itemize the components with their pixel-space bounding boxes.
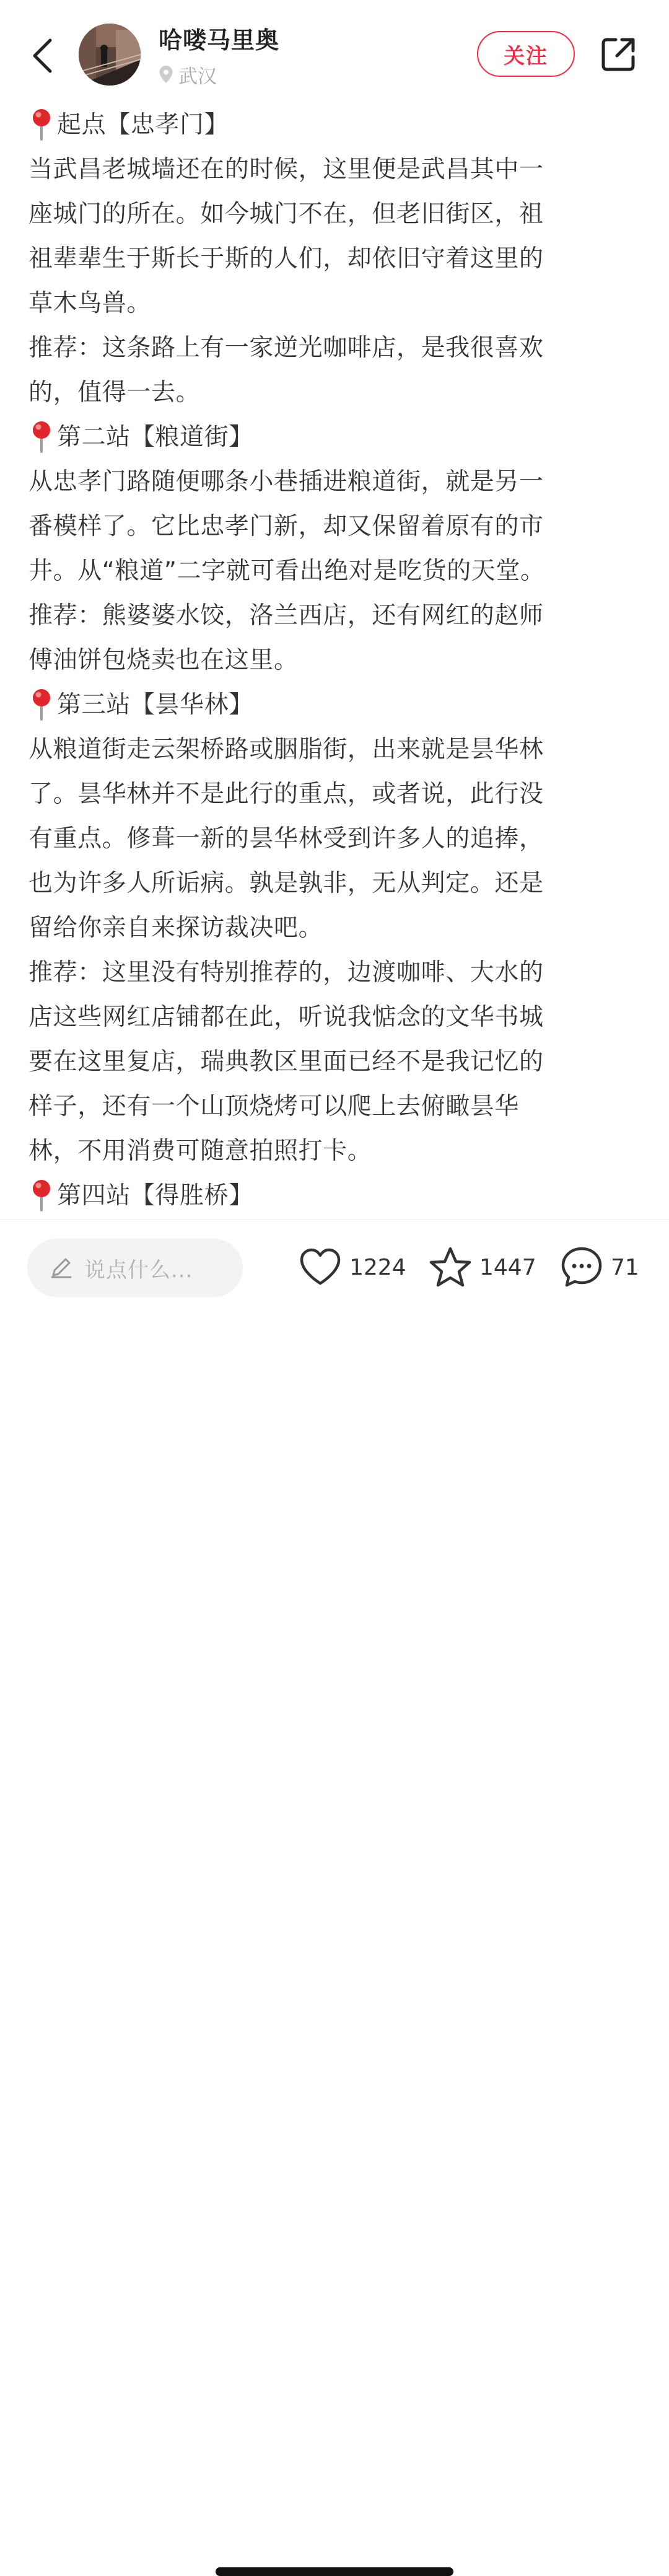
paragraph-line (28, 371, 623, 415)
paragraph-line (28, 995, 623, 1040)
comment-button[interactable] (559, 1242, 639, 1292)
round-pushpin-icon (28, 687, 55, 721)
like-count: 1224 (349, 1254, 406, 1280)
chevron-left-icon (32, 38, 53, 74)
paragraph-text: 留给你亲自来探访裁决吧。 (28, 914, 323, 942)
author-avatar[interactable] (79, 24, 141, 86)
location-label: 武汉 (178, 66, 217, 88)
like-button[interactable] (297, 1242, 406, 1292)
paragraph-line (28, 549, 623, 594)
star-icon (427, 1244, 473, 1290)
author-name[interactable]: 哈喽马里奥 (159, 27, 280, 54)
post-header (0, 0, 669, 102)
paragraph-text: 井。从“粮道”二字就可看出绝对是吃货的天堂。 (28, 557, 545, 585)
paragraph-line (28, 906, 623, 951)
paragraph-text: 林，不用消费可随意拍照打卡。 (28, 1137, 372, 1165)
paragraph-line (28, 861, 623, 906)
paragraph-text: 草木鸟兽。 (28, 289, 152, 317)
paragraph-line (28, 1129, 623, 1174)
heart-icon (297, 1244, 343, 1290)
paragraph-line (28, 638, 623, 683)
paragraph-text: 了。昙华林并不是此行的重点，或者说，此行没 (28, 780, 544, 808)
paragraph-line (28, 326, 623, 371)
section-heading-text: 起点【忠孝门】 (57, 111, 229, 139)
home-indicator[interactable] (216, 2567, 453, 2576)
comment-count: 71 (611, 1254, 639, 1280)
section-heading (28, 683, 623, 728)
round-pushpin-icon (28, 420, 55, 453)
paragraph-text: 从粮道街走云架桥路或胭脂街，出来就是昙华林 (28, 736, 544, 763)
back-button[interactable] (25, 32, 59, 79)
round-pushpin-icon (28, 107, 55, 141)
paragraph-text: 傅油饼包烧卖也在这里。 (28, 646, 299, 674)
paragraph-line (28, 594, 623, 638)
paragraph-text: 的，值得一去。 (28, 379, 201, 407)
paragraph-text: 从忠孝门路随便哪条小巷插进粮道街，就是另一 (28, 468, 544, 496)
paragraph-line (28, 951, 623, 995)
section-heading (28, 415, 623, 460)
share-button[interactable] (598, 35, 638, 74)
paragraph-text: 推荐：这里没有特别推荐的，边渡咖啡、大水的 (28, 959, 544, 987)
paragraph-text: 推荐：熊婆婆水饺，洛兰西店，还有网红的赵师 (28, 602, 544, 630)
paragraph-line (28, 772, 623, 817)
paragraph-line (28, 147, 623, 192)
paragraph-text: 座城门的所在。如今城门不在，但老旧街区，祖 (28, 200, 544, 228)
comment-bubble-icon (559, 1244, 605, 1290)
paragraph-line (28, 817, 623, 861)
paragraph-line (28, 1040, 623, 1084)
paragraph-line (28, 237, 623, 281)
section-heading (28, 1174, 623, 1215)
pencil-icon (50, 1255, 74, 1280)
paragraph-text: 推荐：这条路上有一家逆光咖啡店，是我很喜欢 (28, 334, 544, 362)
paragraph-text: 也为许多人所诟病。孰是孰非，无从判定。还是 (28, 869, 544, 897)
author-location (159, 61, 217, 89)
paragraph-text: 当武昌老城墙还在的时候，这里便是武昌其中一 (28, 156, 544, 183)
section-heading-text: 第三站【昙华林】 (57, 691, 253, 719)
section-heading-text: 第二站【粮道街】 (57, 423, 253, 451)
paragraph-text: 有重点。修葺一新的昙华林受到许多人的追捧， (28, 825, 544, 853)
location-pin-icon (159, 65, 176, 85)
paragraph-line (28, 728, 623, 772)
paragraph-text: 祖辈辈生于斯长于斯的人们，却依旧守着这里的 (28, 245, 544, 273)
bottom-action-bar (0, 1220, 669, 1372)
paragraph-text: 样子，还有一个山顶烧烤可以爬上去俯瞰昙华 (28, 1092, 520, 1120)
paragraph-text: 店这些网红店铺都在此，听说我惦念的文华书城 (28, 1003, 544, 1031)
paragraph-text: 要在这里复店，瑞典教区里面已经不是我记忆的 (28, 1048, 544, 1076)
paragraph-line (28, 281, 623, 326)
comment-input[interactable] (27, 1239, 243, 1297)
paragraph-line (28, 504, 623, 549)
paragraph-text: 番模样了。它比忠孝门新，却又保留着原有的市 (28, 512, 544, 540)
paragraph-line (28, 192, 623, 237)
round-pushpin-icon (28, 1178, 55, 1211)
share-icon (600, 36, 637, 73)
section-heading-text: 第四站【得胜桥】 (57, 1182, 253, 1210)
post-body (28, 103, 623, 1215)
avatar-image (79, 24, 141, 86)
follow-button[interactable]: 关注 (477, 31, 575, 77)
collect-count: 1447 (479, 1254, 536, 1280)
paragraph-line (28, 1084, 623, 1129)
collect-button[interactable] (427, 1242, 536, 1292)
paragraph-line (28, 460, 623, 504)
comment-placeholder: 说点什么... (84, 1257, 193, 1283)
section-heading (28, 103, 623, 147)
